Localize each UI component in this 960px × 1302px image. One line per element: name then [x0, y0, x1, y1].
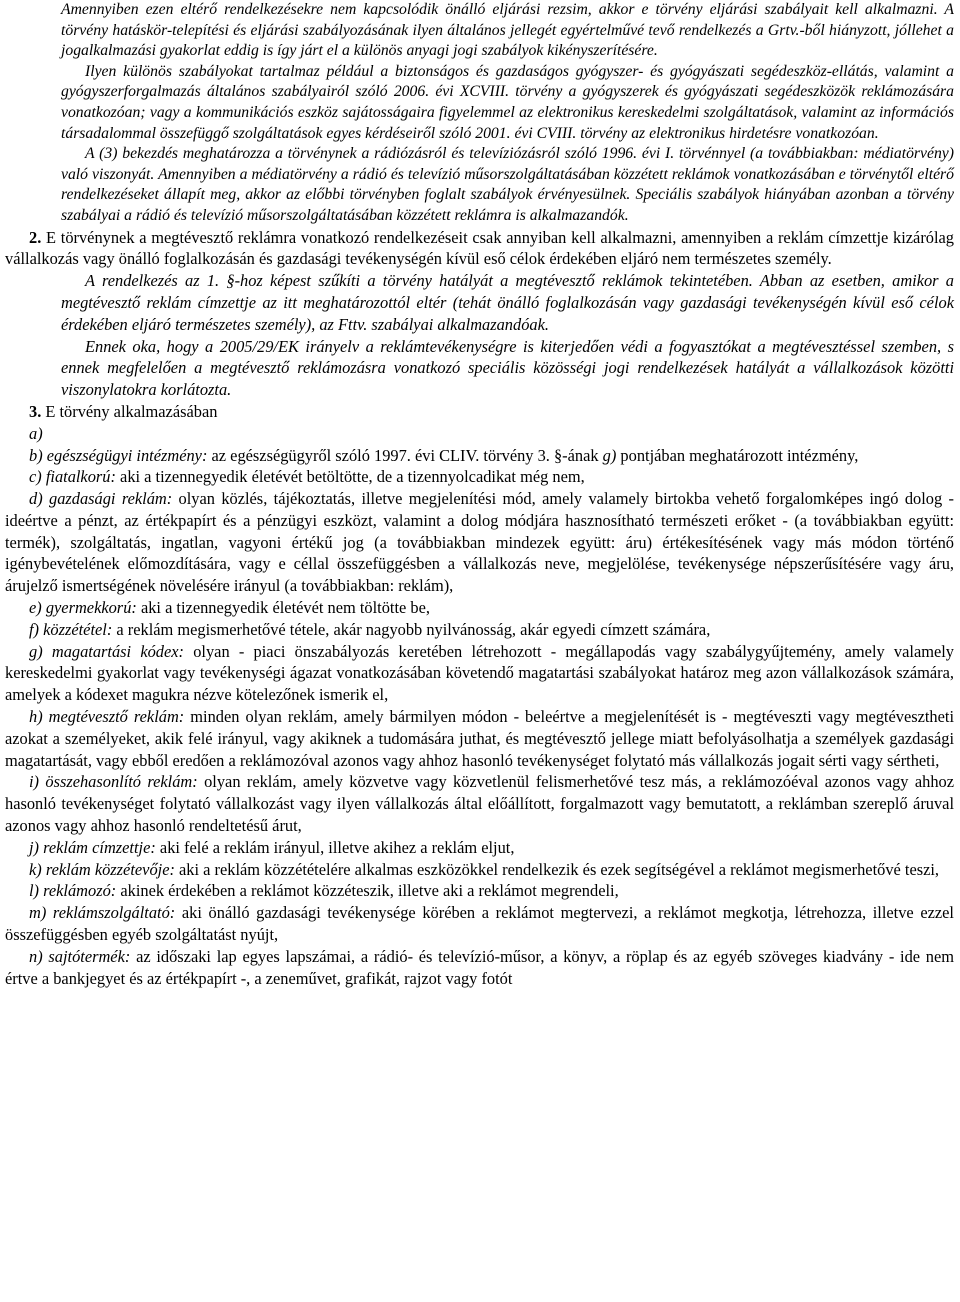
definition-text: olyan reklám, amely közvetve vagy közvetlenül felismerhetővé tesz más, a reklámozóéval azonos vagy ahhoz hasonló tevékenységet folytató vállalkozást vagy ilyen vállalkozás által előállított, forgalmazott vagy bemutatott, a reklámban szereplő áruval azonos vagy ahhoz hasonló rendeltetésű árut, [5, 772, 954, 836]
definition-f [5, 619, 954, 641]
definition-text: olyan közlés, tájékoztatás, illetve megjelenítési mód, amely valamely birtokba vehető forgalomképes ingó dolog - ideértve a pénzt, az értékpapírt és a pénzügyi eszközt, valamint a dolog módjára hasznosítható természeti erőket - (a továbbiakban együtt: termék), szolgáltatás, ingatlan, vagyoni értékű jog (a továbbiakban mindezek együtt: áru) értékesítésének vagy más módon történő igénybevételének előmozdítására, vagy e céllal összefüggésben a vállalkozás neve, megjelölése, tevékenysége népszerűsítésére vagy áru, árujelző ismertségének növelésére irányul (a továbbiakban: reklám), [5, 489, 954, 596]
definition-term: e) gyermekkorú: [29, 598, 137, 618]
definition-m [5, 902, 954, 946]
definition-h [5, 706, 954, 771]
commentary-paragraph: A (3) bekezdés meghatározza a törvénynek a rádiózásról és televíziózásról szóló 1996. évi I. törvénnyel (a továbbiakban: médiatörvény) való viszonyát. Amennyiben a médiatörvény a rádió és televízió műsorszolgáltatásában közzétett reklámok vonatkozásában e törvénytől eltérő rendelkezéseket állapít meg, akkor az előbbi törvényben foglalt szabályok érvényesülnek. Speciális szabályok hiányában azonban a törvény szabályai a rádió és televízió műsorszolgáltatásában közzétett reklámra is alkalmazandók. [61, 145, 954, 224]
commentary-block-1 [61, 0, 954, 227]
definition-text: akinek érdekében a reklámot közzéteszik, illetve aki a reklámot megrendeli, [116, 881, 619, 901]
definition-e [5, 597, 954, 619]
definition-term: i) összehasonlító reklám: [29, 772, 198, 792]
definition-term: h) megtévesztő reklám: [29, 707, 185, 727]
definition-text: aki a reklám közzétételére alkalmas eszközökkel rendelkezik és ezek segítségével a reklámot megismerhetővé teszi, [174, 859, 940, 879]
definition-term: a) [29, 423, 43, 443]
definition-text: az egészségügyről szóló 1997. évi CLIV. törvény 3. §-ának [207, 445, 603, 465]
definition-text: aki önálló gazdasági tevékenysége körében a reklámot megtervezi, a reklámot megkotja, létrehozza, illetve ezzel összefüggésben egyéb szolgáltatást nyújt, [5, 903, 954, 945]
definition-term: g) [602, 445, 617, 465]
definition-d [5, 488, 954, 597]
law-section-2 [5, 227, 954, 271]
definition-n [5, 946, 954, 990]
definition-term: c) fiatalkorú: [29, 467, 116, 487]
definition-term: d) gazdasági reklám: [29, 489, 173, 509]
definition-g [5, 641, 954, 706]
definition-k [5, 859, 954, 881]
definition-text: aki felé a reklám irányul, illetve akihez a reklám eljut, [155, 837, 515, 857]
section-number: 3. [29, 401, 42, 421]
section-heading [5, 401, 954, 423]
definition-term: j) reklám címzettje: [29, 837, 156, 857]
definition-text: olyan - piaci önszabályozás keretében létrehozott - megállapodás vagy szabálygyűjtemény, amely valamely kereskedelmi gyakorlat vagy tevékenységi ágazat vonatkozásában követendő magatartási szabályokat határoz meg azon vállalkozások számára, amelyek a kódexet magukra nézve kötelezőnek ismerik el, [5, 641, 954, 705]
definition-b [5, 445, 954, 467]
commentary-paragraph: Amennyiben ezen eltérő rendelkezésekre nem kapcsolódik önálló eljárási rezsim, akkor e törvény eljárási szabályait kell alkalmazni. A törvény hatáskör-telepítési és eljárási szabályozásának ilyen általános jellegét egyértelművé tevő rendelkezés a Grtv.-ből hiányzott, jóllehet a jogalkalmazási gyakorlat eddig is így járt el a különös anyagi jogi szabályok kikényszerítésére. [61, 1, 954, 60]
definition-term: g) magatartási kódex: [29, 641, 185, 661]
definition-l [5, 880, 954, 902]
definition-text: minden olyan reklám, amely bármilyen módon - beleértve a megjelenítését is - megtéveszti vagy megtévesztheti azokat a személyeket, akik felé irányul, vagy akiknek a tudomására juthat, és megtévesztő jellege miatt befolyásolhatja a személyek gazdasági magatartását, vagy ebből eredően a reklámozóval azonos vagy ahhoz hasonló tevékenységet folytató más vállalkozás jogait sérti vagy sértheti, [5, 707, 955, 770]
definition-text: aki a tizennegyedik életévét betöltötte, de a tizennyolcadikat még nem, [115, 467, 585, 487]
section-paragraph [5, 227, 954, 271]
commentary-paragraph: Ennek oka, hogy a 2005/29/EK irányelv a reklámtevékenységre is kiterjedően védi a fogyasztókat a megtévesztéssel szemben, s ennek megfelelően a megtévesztő reklámozásra vonatkozó speciális közösségi jogi rendelkezések hatályát a vállalkozások közötti viszonylatokra korlátozta. [61, 336, 954, 400]
section-text: E törvénynek a megtévesztő reklámra vonatkozó rendelkezéseit csak annyiban kell alkalmazni, amennyiben a reklám címzettje kizárólag vállalkozás vagy önálló foglalkozásán és gazdasági tevékenységén kívül eső célok érdekében eljáró nem természetes személy. [5, 227, 954, 269]
definition-j [5, 837, 954, 859]
commentary-paragraph: A rendelkezés az 1. §-hoz képest szűkíti a törvény hatályát a megtévesztő reklámok tekintetében. Abban az esetben, amikor a megtévesztő reklám címzettje az itt meghatározottól eltér (tehát önálló foglalkozásán vagy gazdasági tevékenységén kívül eső célok érdekében eljáró természetes személy), az Fttv. szabályai alkalmazandóak. [61, 271, 954, 334]
definition-term: b) egészségügyi intézmény: [29, 445, 208, 465]
definition-term: m) reklámszolgáltató: [29, 903, 176, 923]
definition-text: a reklám megismerhetővé tétele, akár nagyobb nyilvánosság, akár egyedi címzett számára, [112, 619, 711, 639]
commentary-paragraph: Ilyen különös szabályokat tartalmaz például a biztonságos és gazdaságos gyógyszer- és gyógyászati segédeszköz-ellátás, valamint a gyógyszerforgalmazás általános szabályairól szóló 2006. évi XCVIII. törvény a gyógyszerek és gyógyászati segédeszközök reklámozására vonatkozóan; vagy a kommunikációs eszköz sajátosságaira figyelemmel az elektronikus kereskedelmi szolgáltatások, valamint az információs társadalommal összefüggő szolgáltatások egyes kérdéseiről szóló 2001. évi CVIII. törvény az elektronikus hirdetésre vonatkozóan. [61, 62, 954, 142]
commentary-block-2 [61, 270, 954, 401]
definition-i [5, 771, 954, 836]
definition-term: k) reklám közzétevője: [29, 859, 175, 879]
definition-a [5, 423, 954, 445]
definition-term: l) reklámozó: [29, 881, 117, 901]
definition-c [5, 466, 954, 488]
section-title: E törvény alkalmazásában [41, 401, 218, 421]
definition-term: f) közzététel: [29, 619, 113, 639]
definition-text: aki a tizennegyedik életévét nem töltötte be, [136, 598, 430, 618]
section-number: 2. [29, 227, 42, 247]
law-section-3 [5, 401, 954, 990]
definition-term: n) sajtótermék: [29, 946, 131, 966]
definition-text: pontjában meghatározott intézmény, [616, 445, 859, 465]
definition-text: az időszaki lap egyes lapszámai, a rádió- és televízió-műsor, a könyv, a röplap és az egyéb szöveges kiadvány - ide nem értve a bankjegyet és az értékpapírt -, a zeneművet, grafikát, rajzot vagy fotót [5, 946, 954, 988]
